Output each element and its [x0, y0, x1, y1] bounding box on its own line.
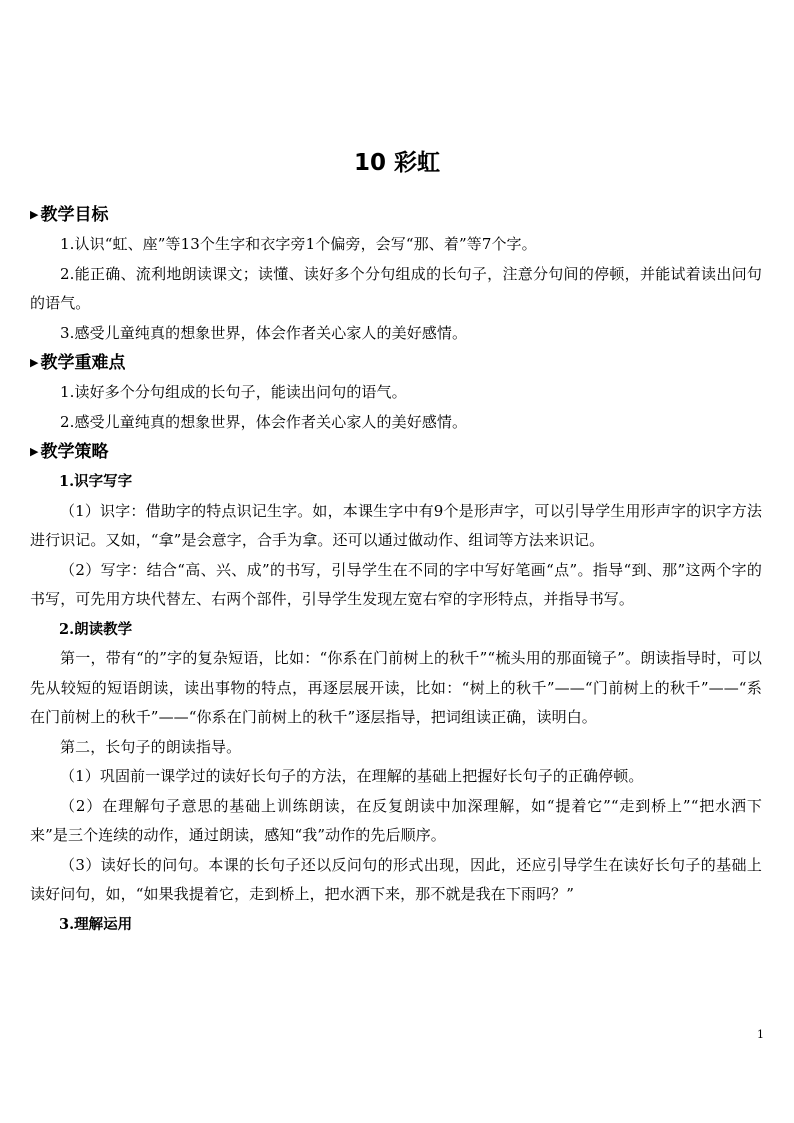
goal-item-2: 2.能正确、流利地朗读课文；读懂、读好多个分句组成的长句子，注意分句间的停顿，并能试着读出问句的语气。 [30, 264, 762, 312]
reading-paragraph-1: 第一，带有“的”字的复杂短语，比如：“你系在门前树上的秋千”“梳头用的那面镜子”。朗读指导时，可以先从较短的短语朗读，读出事物的特点，再逐层展开读，比如：“树上的秋千”——“门前树上的秋千”——“系在门前树上的秋千”——“你系在门前树上的秋千”逐层指导，把词组读正确，读明白。 [30, 649, 762, 726]
section-heading-label: 教学目标 [40, 205, 109, 225]
key-point-item-2: 2.感受儿童纯真的想象世界，体会作者关心家人的美好感情。 [60, 412, 468, 431]
literacy-paragraph-1: （1）识字：借助字的特点识记生字。如，本课生字中有9个是形声字，可以引导学生用形声字的识字方法进行识记。又如，“拿”是会意字，合手为拿。还可以通过做动作、组词等方法来识记。 [30, 501, 762, 549]
reading-paragraph-3: （1）巩固前一课学过的读好长句子的方法，在理解的基础上把握好长句子的正确停顿。 [60, 767, 644, 785]
reading-paragraph-2: 第二，长句子的朗读指导。 [60, 737, 242, 756]
key-point-item-1: 1.读好多个分句组成的长句子，能读出问句的语气。 [60, 383, 407, 401]
sub-heading-application: 3.理解运用 [59, 915, 133, 933]
triangle-marker-icon: ▶ [30, 356, 39, 369]
reading-paragraph-5: （3）读好长的问句。本课的长句子还以反问句的形式出现，因此，还应引导学生在读好长句子的基础上读好问句，如，“如果我提着它，走到桥上，把水洒下来，那不就是我在下雨吗？” [30, 855, 762, 903]
page-title: 10 彩虹 [353, 150, 440, 176]
sub-heading-literacy: 1.识字写字 [59, 473, 133, 490]
reading-paragraph-4: （2）在理解句子意思的基础上训练朗读，在反复朗读中加深理解，如“提着它”“走到桥上”“把水洒下来”是三个连续的动作，通过朗读，感知“我”动作的先后顺序。 [30, 796, 762, 844]
sub-heading-reading: 2.朗读教学 [59, 620, 133, 638]
document-body [30, 200, 762, 939]
section-heading-key-points [30, 348, 762, 378]
section-heading-goals [30, 200, 762, 230]
section-heading-label: 教学策略 [40, 442, 109, 462]
triangle-marker-icon: ▶ [30, 208, 39, 221]
literacy-paragraph-2: （2）写字：结合“高、兴、成”的书写，引导学生在不同的字中写好笔画“点”。指导“到、那”这两个字的书写，可先用方块代替左、右两个部件，引导学生发现左宽右窄的字形特点，并指导书写。 [30, 560, 762, 608]
goal-item-1: 1.认识“虹、座”等13个生字和衣字旁1个偏旁，会写“那、着”等7个字。 [60, 235, 537, 253]
section-heading-label: 教学重难点 [40, 353, 126, 373]
triangle-marker-icon: ▶ [30, 445, 39, 458]
page-number: 1 [757, 1028, 764, 1041]
goal-item-3: 3.感受儿童纯真的想象世界，体会作者关心家人的美好感情。 [60, 323, 468, 342]
section-heading-strategy [30, 437, 762, 467]
